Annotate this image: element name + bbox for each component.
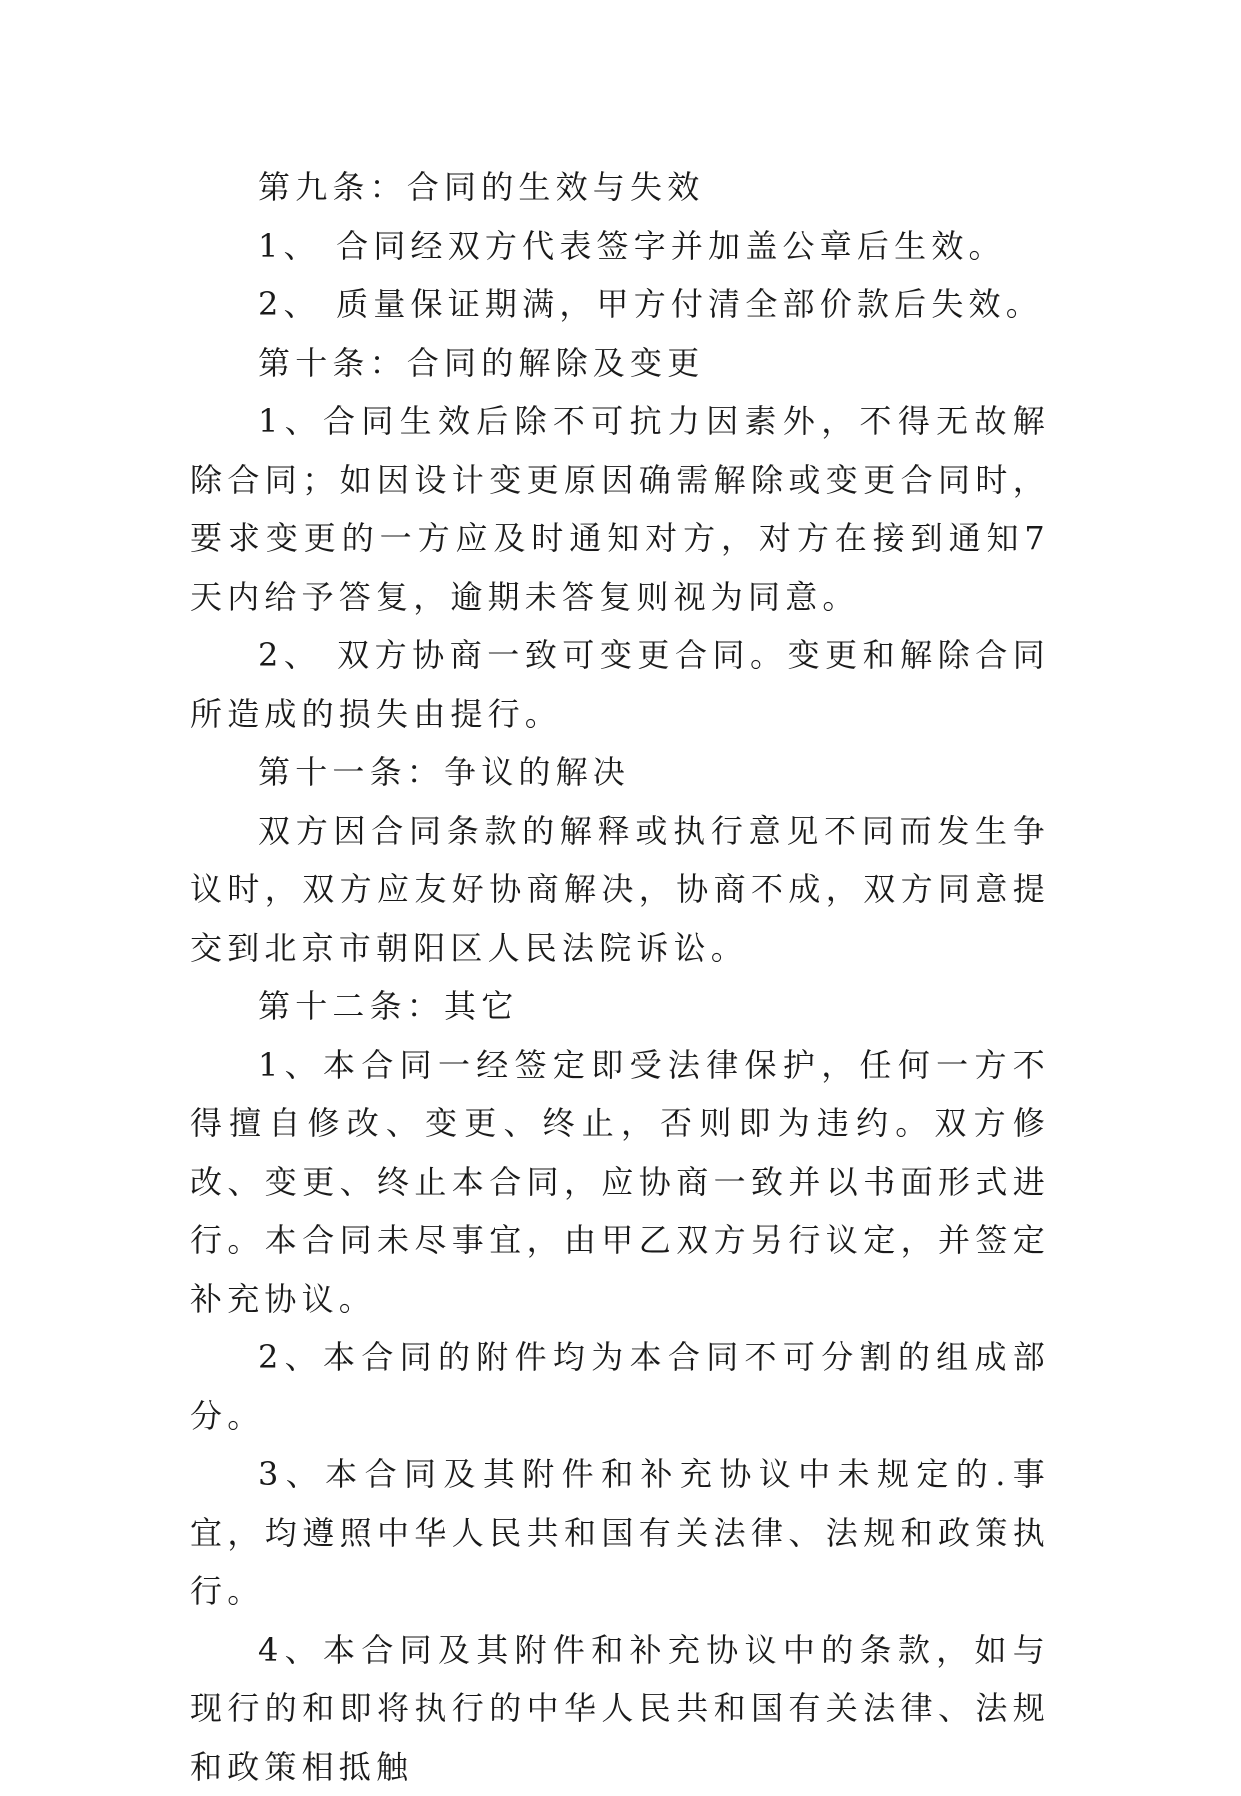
article-12-clause-4: 4、本合同及其附件和补充协议中的条款，如与现行的和即将执行的中华人民共和国有关法律、法规和政策相抵触: [190, 1621, 1050, 1796]
article-12-heading: 第十二条：其它: [190, 977, 1050, 1036]
article-12-clause-3: 3、本合同及其附件和补充协议中未规定的.事宜，均遵照中华人民共和国有关法律、法规和政策执行。: [190, 1445, 1050, 1621]
article-12-clause-1: 1、本合同一经签定即受法律保护，任何一方不得擅自修改、变更、终止，否则即为违约。双方修改、变更、终止本合同，应协商一致并以书面形式进行。本合同未尽事宜，由甲乙双方另行议定，并签定补充协议。: [190, 1036, 1050, 1329]
article-9-clause-1: 1、 合同经双方代表签字并加盖公章后生效。: [190, 217, 1050, 276]
article-11-heading: 第十一条：争议的解决: [190, 743, 1050, 802]
article-9-heading: 第九条：合同的生效与失效: [190, 158, 1050, 217]
article-9-clause-2: 2、 质量保证期满，甲方付清全部价款后失效。: [190, 275, 1050, 334]
article-11-text: 双方因合同条款的解释或执行意见不同而发生争议时，双方应友好协商解决，协商不成，双方同意提交到北京市朝阳区人民法院诉讼。: [190, 802, 1050, 978]
article-10-clause-1: 1、合同生效后除不可抗力因素外，不得无故解除合同；如因设计变更原因确需解除或变更合同时，要求变更的一方应及时通知对方，对方在接到通知7天内给予答复，逾期未答复则视为同意。: [190, 392, 1050, 626]
article-10-heading: 第十条：合同的解除及变更: [190, 334, 1050, 393]
article-12-clause-2: 2、本合同的附件均为本合同不可分割的组成部分。: [190, 1328, 1050, 1445]
article-10-clause-2: 2、 双方协商一致可变更合同。变更和解除合同所造成的损失由提行。: [190, 626, 1050, 743]
document-body: [190, 158, 1050, 1796]
